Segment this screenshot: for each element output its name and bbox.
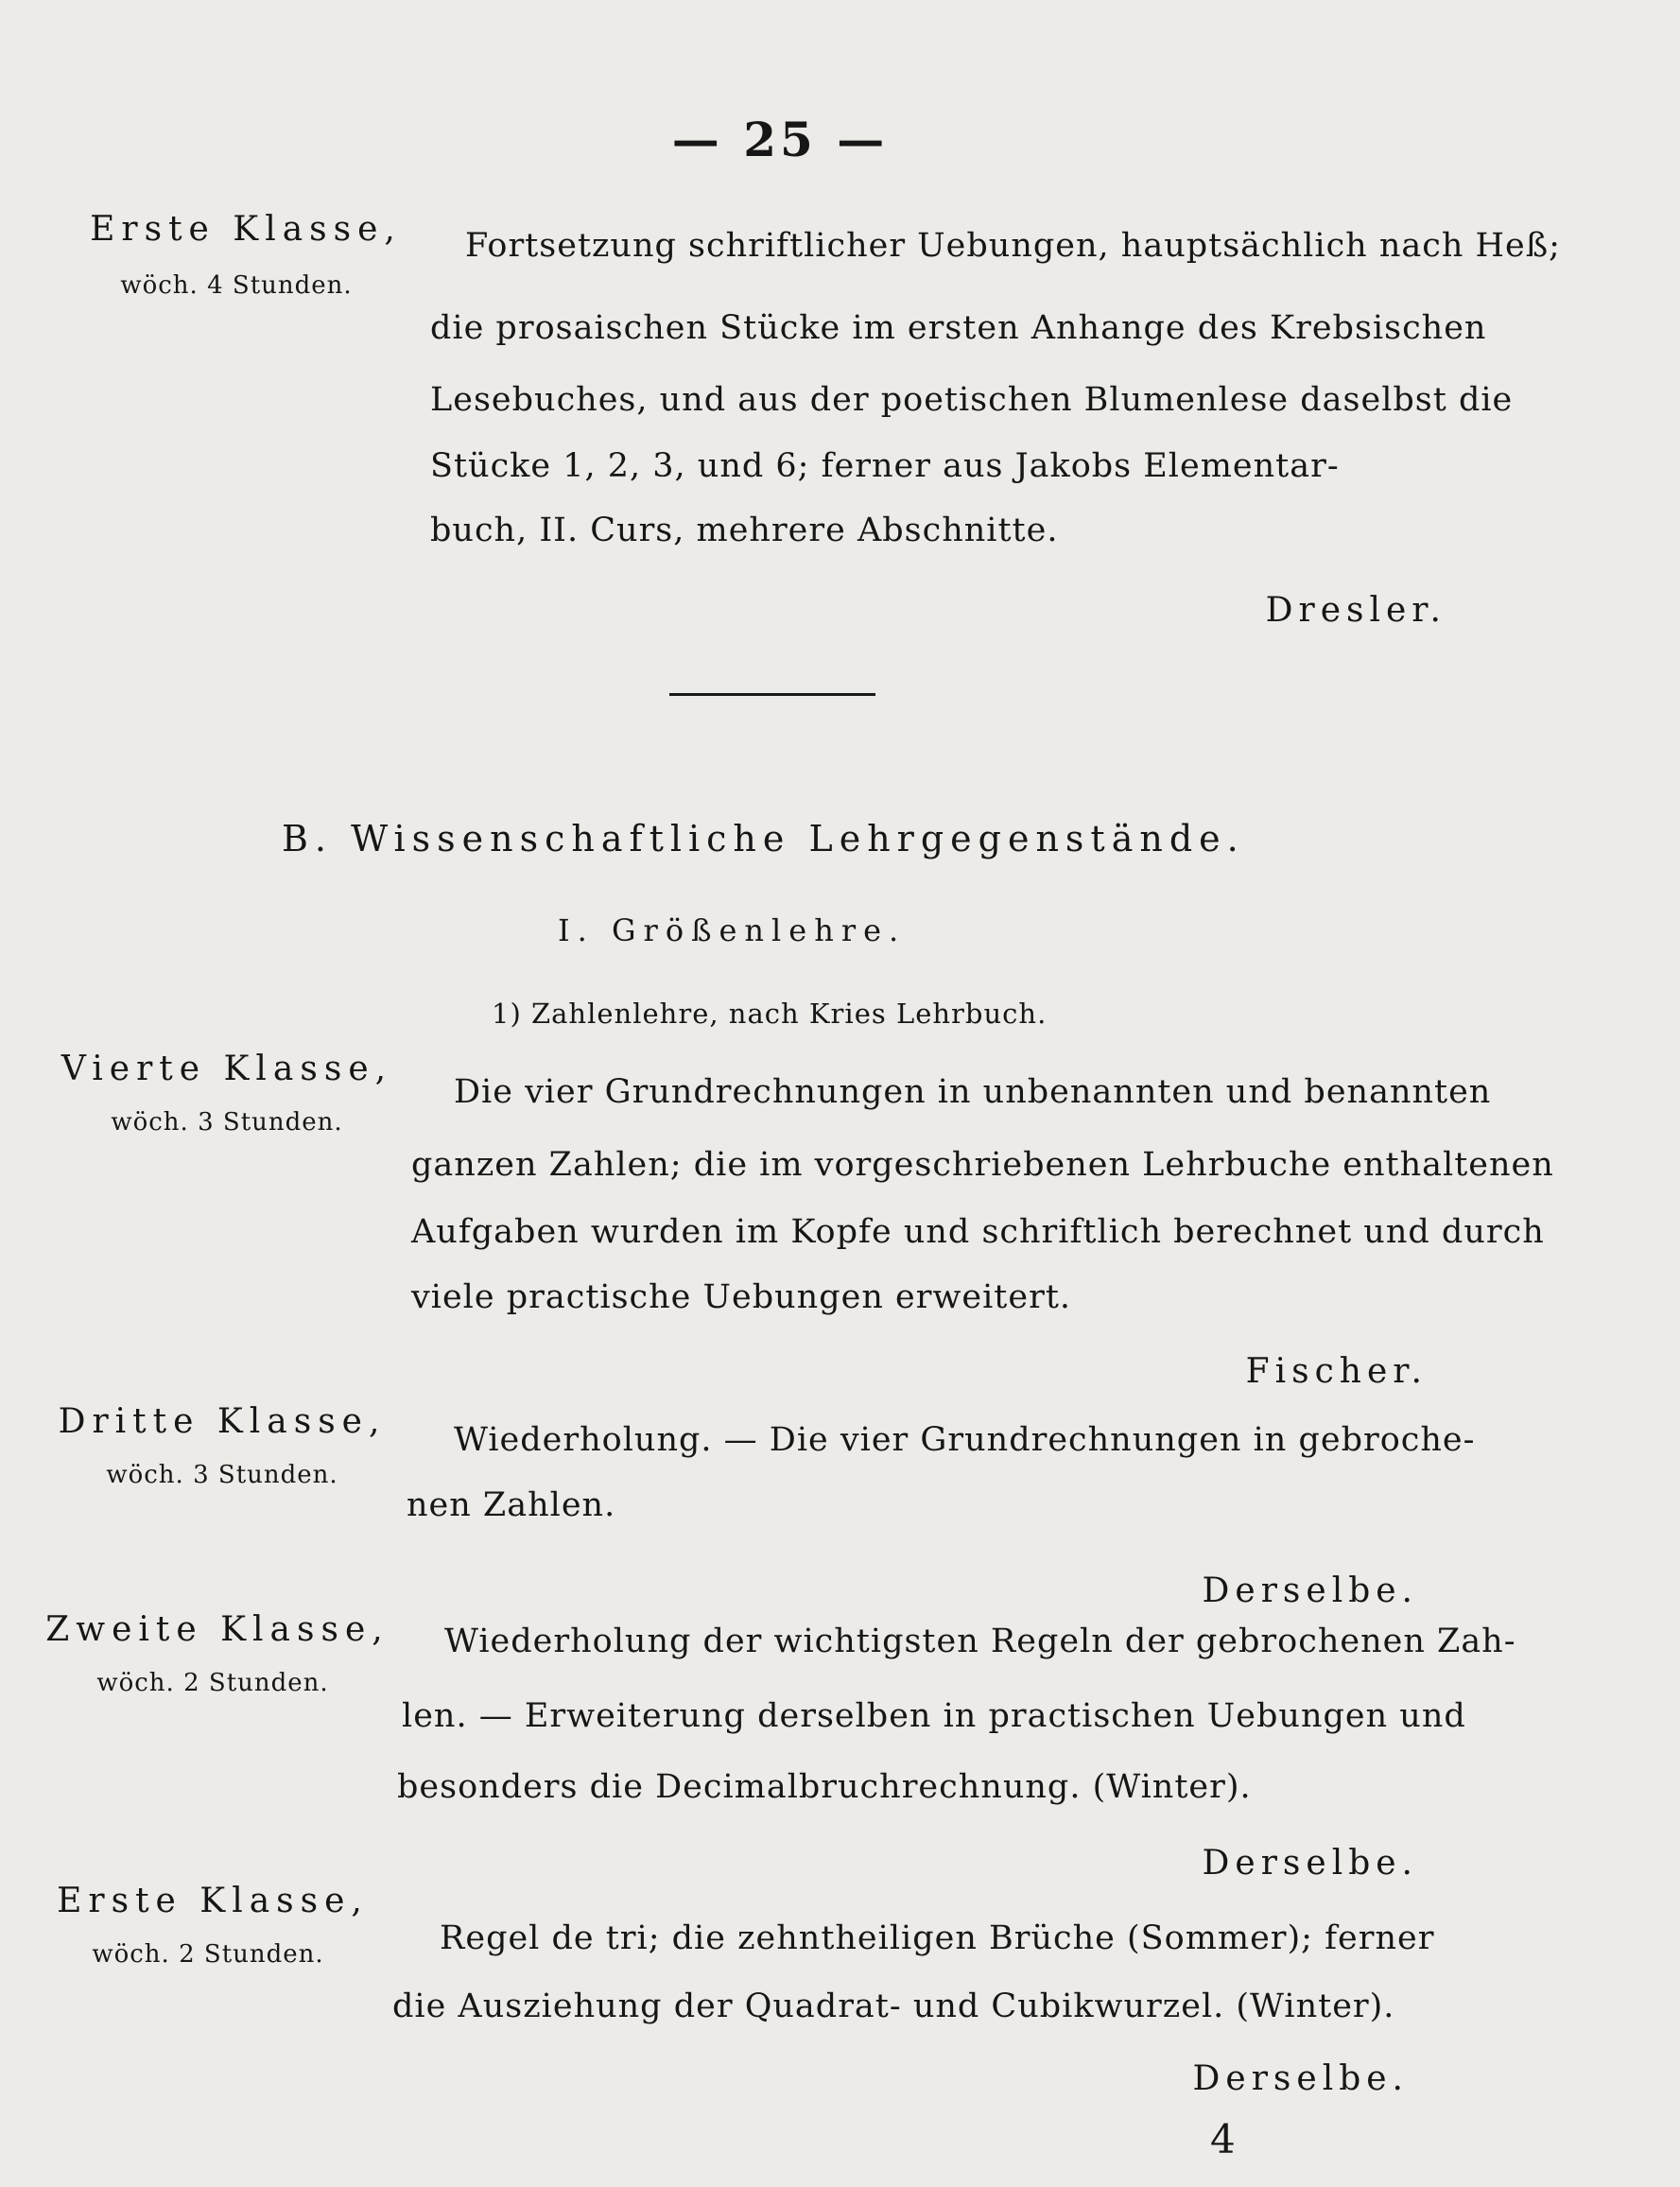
text-line: ganzen Zahlen; die im vorgeschriebenen Lehrbuche enthaltenen bbox=[411, 1146, 1554, 1184]
class-label: Dritte Klasse, bbox=[58, 1402, 387, 1441]
hours-label: wöch. 4 Stunden. bbox=[120, 271, 353, 300]
text-line: Fortsetzung schriftlicher Uebungen, hauptsächlich nach Heß; bbox=[465, 227, 1561, 265]
page-number: — 25 — bbox=[671, 112, 889, 167]
subsubsection-heading: 1) Zahlenlehre, nach Kries Lehrbuch. bbox=[492, 998, 1048, 1030]
text-line: Regel de tri; die zehntheiligen Brüche (Sommer); ferner bbox=[440, 1919, 1435, 1957]
signature-mark: 4 bbox=[1210, 2116, 1236, 2162]
teacher-signature: Fischer. bbox=[1245, 1352, 1428, 1391]
text-line: len. — Erweiterung derselben in practischen Uebungen und bbox=[402, 1697, 1466, 1735]
teacher-signature: Derselbe. bbox=[1202, 1571, 1418, 1610]
section-heading: B. Wissenschaftliche Lehrgegenstände. bbox=[282, 818, 1245, 859]
text-line: Die vier Grundrechnungen in unbenannten und benannten bbox=[454, 1073, 1492, 1111]
text-line: Lesebuches, und aus der poetischen Blumenlese daselbst die bbox=[430, 381, 1514, 419]
text-line: die prosaischen Stücke im ersten Anhange des Krebsischen bbox=[430, 309, 1487, 347]
subsection-heading: I. Größenlehre. bbox=[558, 912, 907, 948]
text-line: viele practische Uebungen erweitert. bbox=[411, 1278, 1072, 1316]
text-line: Wiederholung der wichtigsten Regeln der gebrochenen Zah- bbox=[444, 1623, 1516, 1660]
class-label: Erste Klasse, bbox=[57, 1882, 369, 1920]
class-label: Zweite Klasse, bbox=[45, 1610, 390, 1649]
class-label: Vierte Klasse, bbox=[61, 1050, 393, 1088]
text-line: buch, II. Curs, mehrere Abschnitte. bbox=[430, 512, 1059, 549]
hours-label: wöch. 3 Stunden. bbox=[106, 1461, 338, 1489]
teacher-signature: Derselbe. bbox=[1192, 2059, 1409, 2098]
text-line: Wiederholung. — Die vier Grundrechnungen in gebroche- bbox=[454, 1421, 1476, 1459]
text-line: Aufgaben wurden im Kopfe und schriftlich berechnet und durch bbox=[411, 1213, 1545, 1251]
text-line: die Ausziehung der Quadrat- und Cubikwurzel. (Winter). bbox=[392, 1987, 1395, 2025]
text-line: Stücke 1, 2, 3, und 6; ferner aus Jakobs Elementar- bbox=[430, 447, 1340, 485]
class-label: Erste Klasse, bbox=[90, 210, 402, 249]
text-line: nen Zahlen. bbox=[407, 1486, 616, 1524]
hours-label: wöch. 3 Stunden. bbox=[111, 1108, 343, 1137]
teacher-signature: Dresler. bbox=[1265, 591, 1446, 630]
teacher-signature: Derselbe. bbox=[1202, 1844, 1418, 1883]
text-line: besonders die Decimalbruchrechnung. (Winter). bbox=[397, 1768, 1252, 1806]
hours-label: wöch. 2 Stunden. bbox=[92, 1940, 324, 1969]
hours-label: wöch. 2 Stunden. bbox=[96, 1669, 329, 1697]
section-divider bbox=[669, 693, 875, 696]
